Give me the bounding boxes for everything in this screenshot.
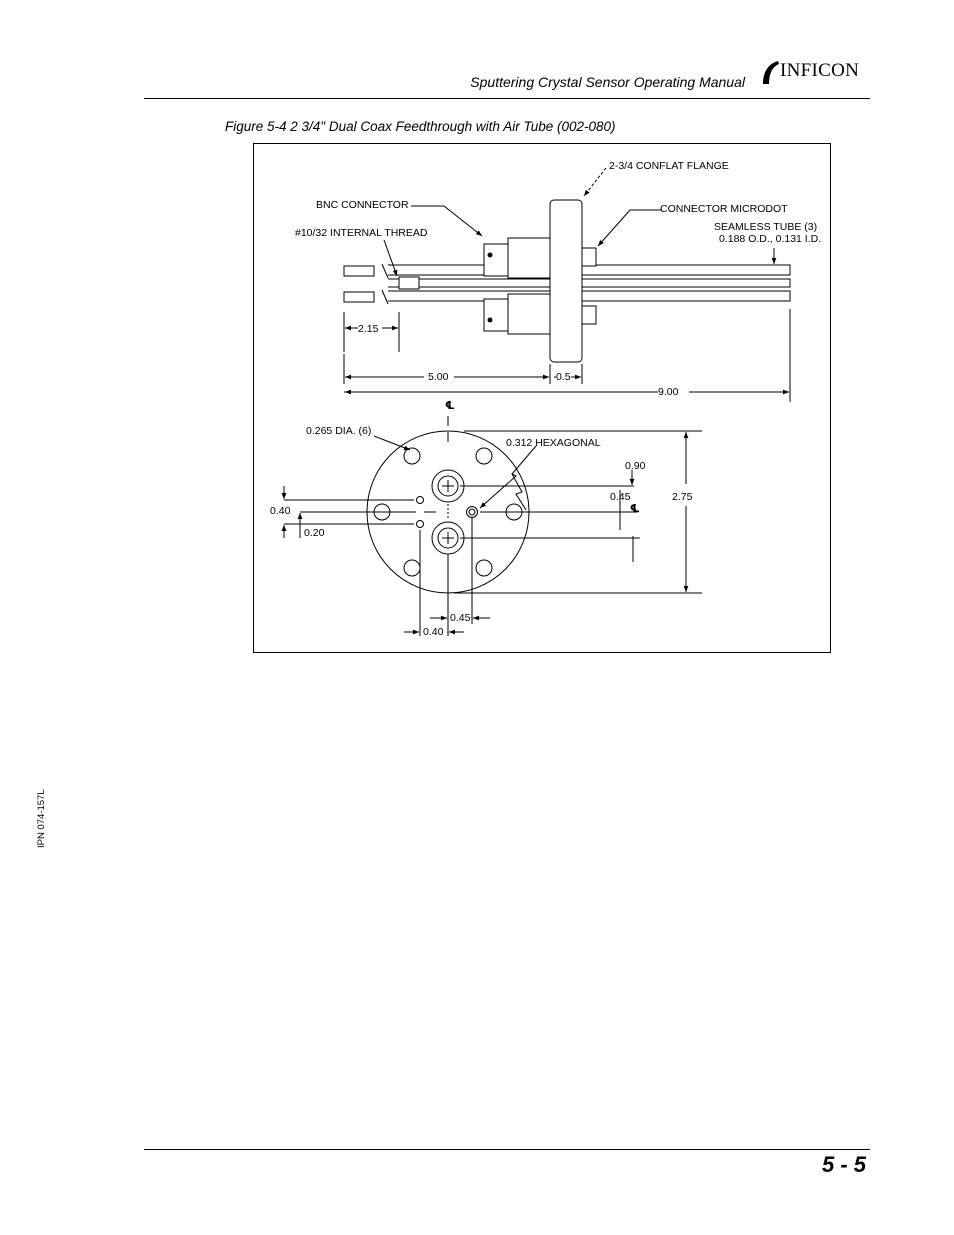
bnc-upper-body — [484, 244, 508, 276]
dimension-0-40-left: 0.40 — [270, 505, 291, 517]
label-tube-dims: 0.188 O.D., 0.131 I.D. — [719, 233, 822, 245]
footer-rule — [144, 1149, 870, 1150]
dimension-0-45-right: 0.45 — [610, 491, 631, 503]
label-bnc-connector: BNC CONNECTOR — [316, 199, 409, 211]
label-connector-microdot: CONNECTOR MICRODOT — [660, 203, 788, 215]
microdot-lower — [582, 306, 596, 324]
label-conflat-flange: 2-3/4 CONFLAT FLANGE — [609, 160, 729, 172]
inficon-logo — [760, 58, 872, 86]
dimension-2-75: 2.75 — [672, 491, 693, 503]
tube-stub-top — [344, 266, 374, 276]
dimension-9-00: 9.00 — [658, 386, 679, 398]
header-rule — [144, 98, 870, 99]
dimension-2-15: 2.15 — [358, 323, 379, 335]
label-seamless-tube: SEAMLESS TUBE (3) — [714, 221, 818, 233]
label-hexagonal: 0.312 HEXAGONAL — [506, 437, 601, 449]
figure-drawing — [253, 143, 831, 653]
dimension-0-90: 0.90 — [625, 460, 646, 472]
figure-caption: Figure 5-4 2 3/4" Dual Coax Feedthrough with Air Tube (002-080) — [225, 119, 616, 134]
dimension-0-40-bottom: 0.40 — [423, 626, 444, 638]
tube-stub-bottom — [344, 292, 374, 302]
bnc-upper-housing — [508, 238, 552, 278]
centerline-right-mark: ℄ — [630, 503, 640, 515]
logo-text: INFICON — [780, 60, 860, 81]
dimension-0-5: 0.5 — [556, 371, 571, 383]
logo-mark-icon — [760, 58, 782, 86]
dimension-5-00: 5.00 — [428, 371, 449, 383]
tube-lower — [388, 291, 790, 301]
centerline-top-mark: ℄ — [445, 400, 455, 412]
bnc-lower-body — [484, 299, 508, 331]
ipn-number: IPN 074-157L — [36, 789, 47, 848]
bnc-lower-housing — [508, 294, 552, 334]
thread-insert — [399, 277, 419, 289]
dimension-0-20: 0.20 — [304, 527, 325, 539]
label-internal-thread: #10/32 INTERNAL THREAD — [295, 227, 428, 239]
microdot-upper — [582, 248, 596, 266]
page-number: 5 - 5 — [821, 1152, 866, 1177]
dimension-0-45-bottom: 0.45 — [450, 612, 471, 624]
header-title: Sputtering Crystal Sensor Operating Manual — [470, 74, 745, 90]
label-dia-holes: 0.265 DIA. (6) — [306, 425, 372, 437]
conflat-flange — [550, 200, 582, 362]
tube-middle — [388, 279, 790, 287]
